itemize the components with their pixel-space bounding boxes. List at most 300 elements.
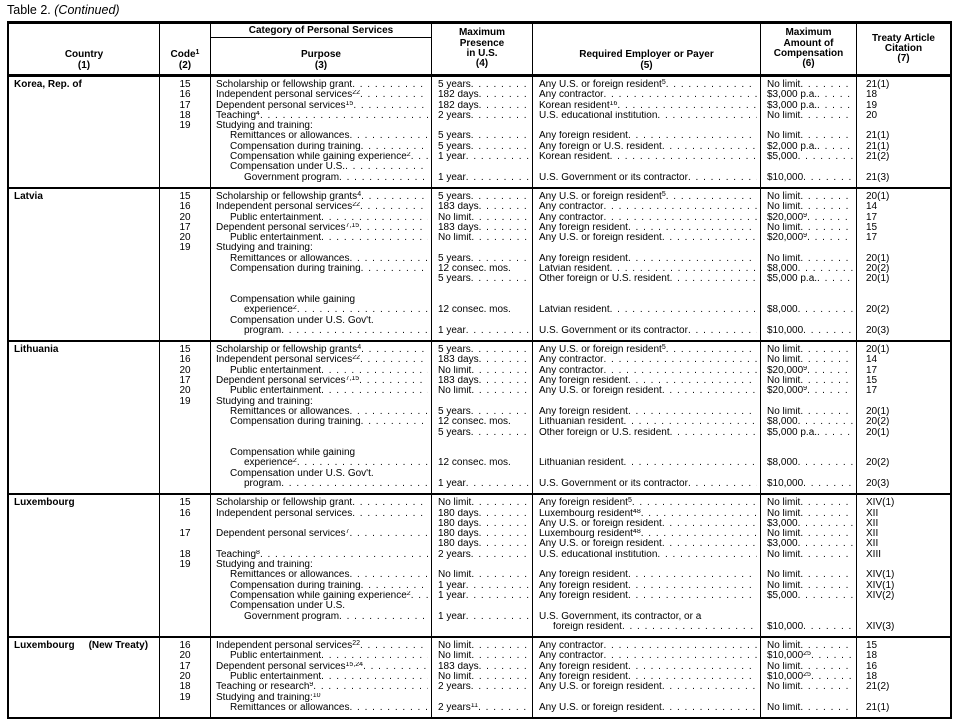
table-header [9,24,950,77]
treaty-cell: 18 [866,651,878,662]
dot-leader [662,142,757,152]
code-cell [160,142,211,152]
code-cell: 16 [160,202,211,212]
code-cell: 20 [160,213,211,223]
code-cell [160,519,211,529]
presence-cell: 12 consec. mos. [432,417,533,427]
employer-cell: U.S. educational institution . . [533,111,761,121]
dot-leader [471,641,529,651]
dot-leader [297,305,428,315]
code-cell: 15 [160,189,211,202]
table-row [160,233,950,243]
dot-leader [466,152,529,162]
purpose-cell: Public entertainment . . [211,366,432,376]
column-header-compensation: Maximum Amount of Compensation (6) [761,24,857,74]
presence-cell: No limit . . [432,233,533,243]
table-row [160,264,950,274]
treaty-cell: 20(1) [866,190,890,202]
dot-leader [479,101,529,111]
employer-cell: Any foreign resident . . [533,407,761,417]
employer-cell: Any U.S. or foreign resident$^5$ . . [533,342,761,355]
treaty-cell: 21(1) [866,131,890,142]
dot-leader [411,152,428,162]
country-section [9,493,950,636]
dot-leader [339,173,428,183]
compensation-cell: No limit . . [761,111,857,121]
presence-cell: 2 years . . [432,111,533,121]
presence-cell [432,121,533,131]
dot-leader [807,386,853,396]
code-cell [160,295,211,305]
dot-leader [800,223,853,233]
dot-leader [628,662,757,672]
dot-leader [817,274,853,284]
dot-leader [479,509,529,519]
employer-cell: Any contractor . . [533,213,761,223]
code-cell [160,264,211,274]
dot-leader [466,591,529,601]
dot-leader [641,509,757,519]
treaty-cell: 20(1) [866,427,890,438]
dot-leader [479,519,529,529]
compensation-cell: No limit . . [761,509,857,519]
dot-leader [800,641,853,651]
dot-leader [466,581,529,591]
presence-cell [432,285,533,295]
dot-leader [352,498,428,508]
dot-leader [662,539,757,549]
compensation-cell: $10,000 . . [761,479,857,493]
dot-leader [610,152,757,162]
compensation-cell: No limit . . [761,202,857,212]
treaty-cell: 14 [866,202,878,213]
table-row [160,285,950,295]
table-row [160,601,950,611]
dot-leader [628,254,757,264]
dot-leader [670,274,757,284]
dot-leader [321,672,428,682]
dot-leader [360,202,428,212]
code-cell: 16 [160,638,211,651]
treaty-cell: 16 [866,661,878,672]
dot-leader [466,612,529,622]
dot-leader [603,651,757,661]
table-row [160,448,950,458]
table-row [160,121,950,131]
dot-leader [803,326,853,336]
code-cell: 15 [160,495,211,508]
presence-cell [432,601,533,611]
table-row [160,366,950,376]
presence-cell: No limit . . [432,672,533,682]
treaty-cell [857,601,950,611]
dot-leader [603,366,757,376]
treaty-cell: 17 [866,365,878,376]
table-row [160,591,950,601]
presence-cell: 180 days . . [432,519,533,529]
employer-cell: Any foreign resident . . [533,376,761,386]
dot-leader [798,519,853,529]
table-row [160,428,950,438]
dot-leader [360,641,428,651]
dot-leader [466,479,529,489]
treaty-cell [857,438,950,448]
dot-leader [479,223,529,233]
treaty-cell: 20(1) [866,253,890,264]
treaty-cell [857,121,950,131]
treaty-cell: 18 [866,672,878,683]
dot-leader [817,428,853,438]
treaty-cell: XIV(2) [866,590,895,601]
code-cell: 19 [160,121,211,131]
dot-leader [471,366,529,376]
purpose-cell: Remittances or allowances . . [211,254,432,264]
presence-cell: 180 days . . [432,529,533,539]
employer-cell: Luxembourg resident$^{48}$ . . [533,509,761,519]
code-cell: 18 [160,682,211,692]
compensation-cell: $3,000 p.a. . . [761,90,857,100]
purpose-cell: Public entertainment . . [211,672,432,682]
dot-leader [350,407,429,417]
presence-cell: 1 year . . [432,479,533,493]
presence-cell: 183 days . . [432,355,533,365]
dot-leader [281,326,428,336]
table-row [160,407,950,417]
section-rows [160,77,950,187]
table-row [160,376,950,386]
dot-leader [798,305,853,315]
dot-leader [471,550,529,560]
dot-leader [321,386,428,396]
code-cell: 20 [160,233,211,243]
treaty-cell: 19 [866,100,878,111]
treaty-cell: XIV(1) [866,497,895,509]
compensation-cell: No limit . . [761,662,857,672]
dot-leader [353,101,428,111]
country-name [9,495,160,636]
section-rows [160,189,950,340]
code-cell: 17 [160,529,211,539]
dot-leader [349,529,428,539]
employer-cell: Any foreign resident . . [533,591,761,601]
compensation-cell: $8,000 . . [761,417,857,427]
code-cell: 16 [160,355,211,365]
dot-leader [657,550,757,560]
treaty-cell: XII [866,518,879,529]
employer-cell: U.S. Government or its contractor . . [533,479,761,493]
dot-leader [352,509,428,519]
dot-leader [471,651,529,661]
country-name [9,638,160,717]
dot-leader [662,703,757,713]
treaty-cell: XIV(3) [866,621,895,632]
dot-leader [471,111,529,121]
section-rows [160,638,950,717]
code-cell: 17 [160,376,211,386]
code-cell [160,417,211,427]
dot-leader [688,173,757,183]
presence-cell: 2 years . . [432,682,533,692]
dot-leader [798,539,853,549]
table-row [160,612,950,622]
dot-leader [628,223,757,233]
dot-leader [800,581,853,591]
dot-leader [628,581,757,591]
section-rows [160,495,950,636]
table-row [160,560,950,570]
treaty-cell [857,693,950,703]
table-row [160,417,950,427]
code-cell [160,479,211,493]
dot-leader [350,254,429,264]
dot-leader [800,529,853,539]
dot-leader [297,458,428,468]
column-header-country: Country (1) [9,24,160,74]
employer-cell [533,438,761,448]
dot-leader [662,682,757,692]
treaty-cell: 17 [866,233,878,244]
dot-leader [478,703,529,713]
table-row [160,162,950,172]
dot-leader [628,131,757,141]
purpose-cell [211,274,432,284]
dot-leader [803,173,853,183]
compensation-cell [761,316,857,326]
country-name-line: Latvia [14,190,43,202]
dot-leader [471,570,529,580]
purpose-cell [211,285,432,295]
employer-cell: Any contractor . . [533,366,761,376]
compensation-cell: $10,000 . . [761,622,857,636]
code-cell: 20 [160,672,211,682]
purpose-cell: Dependent personal services$^{15,24}$ . . [211,662,432,672]
dot-leader [411,591,428,601]
table-row [160,469,950,479]
purpose-cell: Public entertainment . . [211,213,432,223]
employer-cell [533,295,761,305]
presence-cell: 2 years . . [432,550,533,560]
presence-cell: 1 year . . [432,612,533,622]
presence-cell: 2 years$^{11}$ . . [432,703,533,717]
treaty-cell: 21(2) [866,152,890,163]
dot-leader [641,529,757,539]
table-row [160,458,950,468]
dot-leader [603,202,757,212]
country-section [9,187,950,340]
dot-leader [800,509,853,519]
treaty-cell: 20(1) [866,406,890,417]
code-cell [160,254,211,264]
employer-cell: Korean resident$^{16}$ . . [533,101,761,111]
code-cell [160,152,211,162]
dot-leader [603,355,757,365]
purpose-cell: Independent personal services$^{22}$ . . [211,638,432,651]
dot-leader [350,703,429,713]
treaty-cell: 20(1) [866,344,890,356]
employer-cell: Any foreign resident . . [533,581,761,591]
compensation-cell: $20,000$^9$ . . [761,213,857,223]
employer-cell: Luxembourg resident$^{48}$ . . [533,529,761,539]
dot-leader [479,376,529,386]
presence-cell [432,622,533,636]
dot-leader [803,622,853,632]
employer-cell: Any foreign resident . . [533,254,761,264]
purpose-cell: Teaching or research$^9$ . . [211,682,432,692]
presence-cell: 182 days . . [432,101,533,111]
employer-cell: U.S. educational institution . . [533,550,761,560]
presence-cell: 180 days . . [432,509,533,519]
dot-leader [466,173,529,183]
purpose-cell: Studying and training: [211,560,432,570]
compensation-cell [761,560,857,570]
dot-leader [798,417,853,427]
employer-cell: Latvian resident . . [533,264,761,274]
treaty-cell: 21(2) [866,682,890,693]
country-name-line: Luxembourg [14,640,75,652]
employer-cell: Any foreign or U.S. resident . . [533,142,761,152]
table-row [160,438,950,448]
dot-leader [807,233,853,243]
compensation-cell [761,693,857,703]
compensation-cell: No limit . . [761,254,857,264]
dot-leader [321,233,428,243]
purpose-cell: Teaching$^8$ . . [211,550,432,560]
employer-cell: Any U.S. or foreign resident . . [533,682,761,692]
employer-cell [533,285,761,295]
dot-leader [471,213,529,223]
purpose-cell: experience$^2$ . . [211,458,432,468]
compensation-cell: $10,000$^{25}$ . . [761,651,857,661]
employer-cell: Any foreign resident . . [533,672,761,682]
employer-cell: Any U.S. or foreign resident . . [533,233,761,243]
compensation-cell [761,162,857,172]
treaty-cell: 15 [866,376,878,387]
employer-cell: Any foreign resident$^5$ . . [533,495,761,508]
employer-cell: Any foreign resident . . [533,662,761,672]
purpose-cell: Dependent personal services$^{7,15}$ . . [211,223,432,233]
table-row [160,581,950,591]
employer-cell: Any U.S. or foreign resident$^5$ . . [533,77,761,90]
compensation-cell [761,295,857,305]
dot-leader [471,386,529,396]
dot-leader [662,519,757,529]
code-cell [160,316,211,326]
code-cell: 19 [160,397,211,407]
dot-leader [339,612,428,622]
employer-cell [533,397,761,407]
code-cell [160,539,211,549]
code-cell [160,622,211,636]
compensation-cell: No limit . . [761,342,857,355]
code-cell [160,274,211,284]
purpose-cell: Compensation during training . . [211,264,432,274]
treaty-cell: XII [866,508,879,519]
treaty-cell: 20(2) [866,417,890,428]
code-cell: 16 [160,509,211,519]
treaty-cell [857,316,950,326]
treaty-cell: 20(3) [866,325,890,336]
dot-leader [800,111,853,121]
presence-cell: 183 days . . [432,376,533,386]
treaty-cell [857,469,950,479]
compensation-cell [761,448,857,458]
compensation-cell: $5,000 . . [761,591,857,601]
code-cell [160,448,211,458]
purpose-cell: program . . [211,479,432,493]
employer-cell: Any U.S. or foreign resident . . [533,519,761,529]
compensation-cell: No limit . . [761,376,857,386]
dot-leader [321,651,428,661]
dot-leader [471,254,529,264]
purpose-cell: Teaching$^4$ . . [211,111,432,121]
dot-leader [798,264,853,274]
employer-cell [533,693,761,703]
employer-cell: U.S. Government or its contractor . . [533,173,761,187]
presence-cell: 12 consec. mos. [432,458,533,468]
code-cell: 18 [160,111,211,121]
compensation-cell: $5,000 p.a. . . [761,428,857,438]
treaty-cell: 20(3) [866,478,890,489]
compensation-cell [761,285,857,295]
country-name [9,189,160,340]
treaty-cell [857,295,950,305]
purpose-cell: Compensation during training . . [211,142,432,152]
compensation-cell: No limit . . [761,189,857,202]
dot-leader [471,498,529,508]
employer-cell: Any contractor . . [533,202,761,212]
dot-leader [471,274,529,284]
table-row [160,101,950,111]
purpose-cell: Independent personal services$^{22}$ . . [211,202,432,212]
presence-cell: No limit . . [432,366,533,376]
purpose-cell: Dependent personal services$^7$ . . [211,529,432,539]
code-cell [160,458,211,468]
purpose-cell: Remittances or allowances . . [211,703,432,717]
code-cell [160,438,211,448]
purpose-cell [211,438,432,448]
purpose-cell: Government program . . [211,612,432,622]
employer-cell: Any contractor . . [533,355,761,365]
purpose-cell: Studying and training: [211,397,432,407]
dot-leader [803,479,853,489]
table-row [160,111,950,121]
purpose-cell [211,428,432,438]
presence-cell [432,295,533,305]
dot-leader [603,641,757,651]
dot-leader [798,458,853,468]
compensation-cell [761,397,857,407]
table-row [160,173,950,187]
dot-leader [479,90,529,100]
dot-leader [666,192,757,202]
dot-leader [666,80,757,90]
code-cell [160,162,211,172]
employer-cell: Lithuanian resident . . [533,458,761,468]
compensation-cell: $20,000$^9$ . . [761,366,857,376]
presence-cell: 5 years . . [432,189,533,202]
presence-cell: No limit . . [432,570,533,580]
compensation-cell: No limit . . [761,223,857,233]
compensation-cell: No limit . . [761,131,857,141]
dot-leader [321,213,428,223]
code-cell: 17 [160,662,211,672]
dot-leader [352,80,428,90]
country-name-line: Korea, Rep. of [14,79,82,90]
treaty-cell: XIV(1) [866,570,895,581]
presence-cell: 12 consec. mos. [432,305,533,315]
employer-cell: Other foreign or U.S. resident . . [533,428,761,438]
dot-leader [361,345,428,355]
